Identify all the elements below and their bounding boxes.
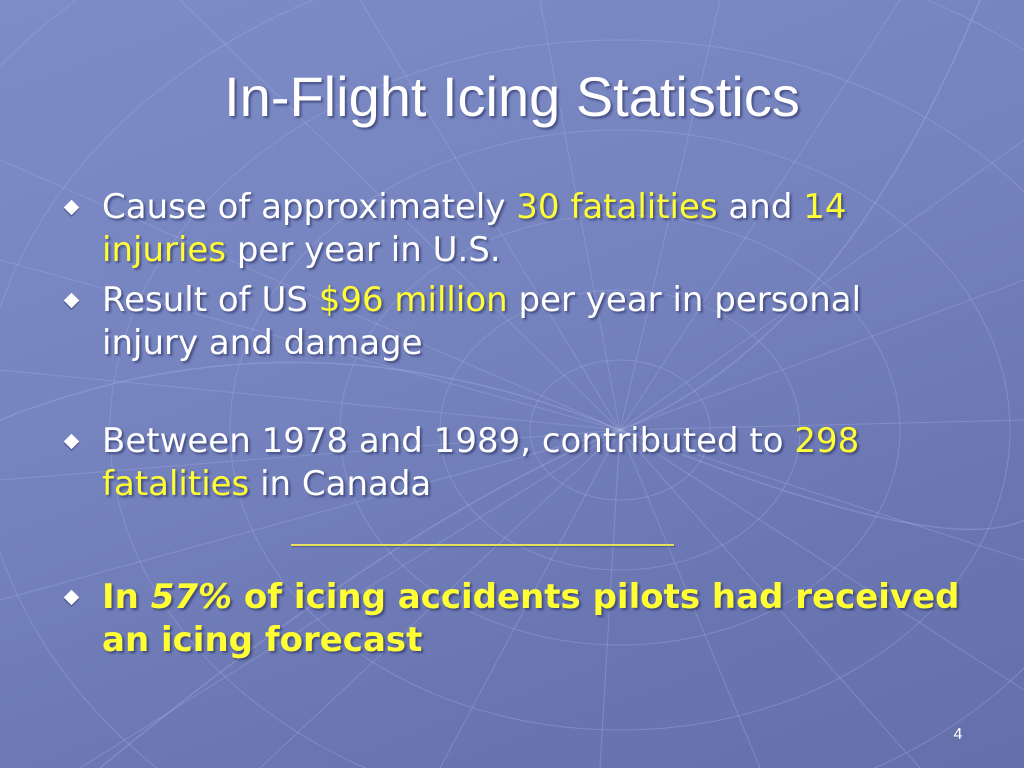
bullet-item-cost: [62, 279, 962, 365]
slide-title: In-Flight Icing Statistics: [224, 65, 800, 128]
highlight-text: 14 injuries: [102, 187, 847, 270]
highlight-text: 298 fatalities: [102, 421, 860, 504]
bullet-text: in Canada: [249, 464, 432, 504]
highlight-percentage: 57%: [150, 577, 233, 617]
bullet-text: Cause of approximately: [102, 187, 517, 227]
bullet-list: [62, 186, 962, 506]
bullet-text: Between 1978 and 1989, contributed to: [102, 421, 795, 461]
highlight-text: 30 fatalities: [516, 187, 718, 227]
diamond-bullet-icon: [64, 293, 80, 309]
bullet-text: Result of US: [102, 280, 319, 320]
divider-line: [291, 544, 674, 546]
bullet-text: and: [717, 187, 804, 227]
page-number: 4: [953, 726, 963, 743]
highlight-text: $96 million: [318, 280, 508, 320]
bullet-text: per year in personal injury and damage: [102, 280, 862, 363]
bullet-item-fatalities-us: [62, 186, 962, 272]
diamond-bullet-icon: [64, 590, 80, 606]
bullet-text: per year in U.S.: [226, 230, 501, 270]
diamond-bullet-icon: [64, 434, 80, 450]
bullet-item-forecast: [62, 576, 962, 662]
bullet-item-canada: [62, 420, 962, 506]
bullet-text: In: [102, 577, 151, 617]
diamond-bullet-icon: [64, 200, 80, 216]
bullet-text: of icing accidents pilots had received an icing forecast: [102, 577, 960, 660]
